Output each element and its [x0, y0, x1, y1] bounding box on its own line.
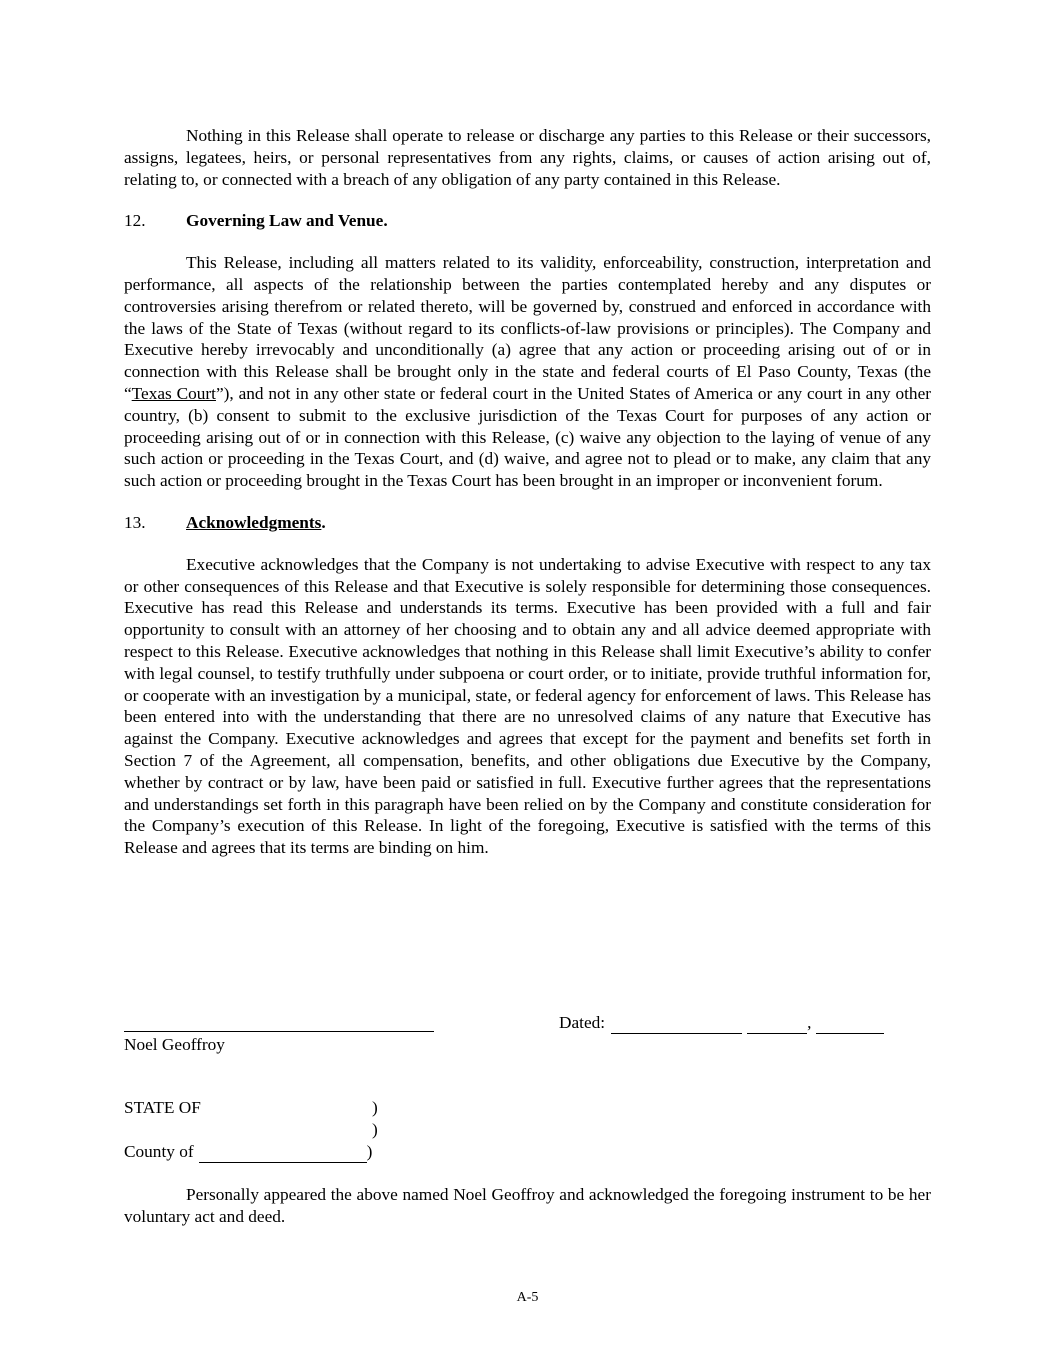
- signer-name: Noel Geoffroy: [124, 1035, 225, 1054]
- section-12-title: Governing Law and Venue.: [186, 211, 388, 231]
- governing-law-text-1: This Release, including all matters related to its validity, enforceability, construction, interpretation and performance, all aspects of the relationship between the parties contemplated hereby and any disputes or controversies arising therefrom or related thereto, will be governed by, construed and enforced in accordance with the laws of the State of Texas (without regard to its conflicts-of-law provisions or principles). The Company and Executive hereby irrevocably and unconditionally (a) agree that any action or proceeding arising out of or in connection with this Release shall be brought only in the state and federal courts of El Paso County, Texas (the “: [124, 253, 931, 403]
- document-body: [124, 125, 931, 879]
- notary-acknowledgment: [124, 1184, 931, 1228]
- dated-day-blank: [747, 1014, 807, 1034]
- paragraph-notary-acknowledgment: Personally appeared the above named Noel Geoffroy and acknowledged the foregoing instrument to be her voluntary act and deed.: [124, 1185, 931, 1226]
- section-13-title: Acknowledgments: [186, 512, 322, 532]
- dated-year-blank: [816, 1014, 884, 1034]
- section-13-heading: [124, 512, 931, 534]
- paragraph-intro: Nothing in this Release shall operate to release or discharge any parties to this Release or their successors, assigns, legatees, heirs, or personal representatives from any rights, claims, or causes of action arising out of, relating to, or connected with a breach of any obligation of any party contained in this Release.: [124, 126, 931, 189]
- notary-venue: [124, 1097, 524, 1167]
- venue-paren-3: ): [366, 1142, 373, 1162]
- signature-block: [124, 1012, 931, 1072]
- page-number: A-5: [516, 1290, 539, 1305]
- dated-comma: ,: [807, 1013, 812, 1032]
- section-13-number: 13.: [124, 512, 146, 532]
- dated-month-blank: [611, 1014, 742, 1034]
- dated-field: [559, 1012, 884, 1034]
- signature-line: [124, 1012, 434, 1032]
- section-12-number: 12.: [124, 211, 146, 231]
- section-12-heading: [124, 210, 931, 232]
- county-blank: [199, 1143, 367, 1163]
- venue-state-row: [124, 1097, 201, 1119]
- venue-county-row: [124, 1141, 372, 1163]
- venue-paren-1: ): [372, 1098, 378, 1117]
- county-label: County of: [124, 1142, 194, 1162]
- state-label: STATE OF: [124, 1098, 201, 1117]
- paragraph-governing-law: [124, 252, 931, 492]
- section-13-title-suffix: .: [321, 512, 326, 532]
- section-13-title-wrap: [186, 512, 326, 534]
- dated-label: Dated:: [559, 1013, 606, 1032]
- governing-law-text-2: ”), and not in any other state or federal court in the United States of America or any court in any other country, (b) consent to submit to the exclusive jurisdiction of the Texas Court for purposes of any action or proceeding arising out of or in connection with this Release, (c) waive any objection to the laying of venue of any such action or proceeding in the Texas Court, and (d) waive, and agree not to plead or to make, any claim that any such action or proceeding brought in the Texas Court has been brought in an improper or inconvenient forum.: [124, 383, 931, 491]
- venue-paren-2: ): [372, 1120, 378, 1139]
- defined-term-texas-court: Texas Court: [131, 383, 216, 403]
- paragraph-acknowledgments: Executive acknowledges that the Company is not undertaking to advise Executive with respect to any tax or other consequences of this Release and that Executive is solely responsible for determining those consequences. Executive has read this Release and understands its terms. Executive has been provided with a full and fair opportunity to consult with an attorney of her choosing and to obtain any and all advice deemed appropriate with respect to this Release. Executive acknowledges that nothing in this Release shall limit Executive’s ability to confer with legal counsel, to testify truthfully under subpoena or court order, or to initiate, provide truthful information for, or cooperate with an investigation by a municipal, state, or federal agency for enforcement of laws. This Release has been entered into with the understanding that there are no unresolved claims of any nature that Executive has against the Company. Executive acknowledges and agrees that except for the payment and benefits set forth in Section 7 of the Agreement, all compensation, benefits, and other obligations due Executive by the Company, whether by contract or by law, have been paid or satisfied in full. Executive further agrees that the representations and understandings set forth in this paragraph have been relied on by the Company and constitute consideration for the Company’s execution of this Release. In light of the foregoing, Executive is satisfied with the terms of this Release and agrees that its terms are binding on him.: [124, 554, 931, 858]
